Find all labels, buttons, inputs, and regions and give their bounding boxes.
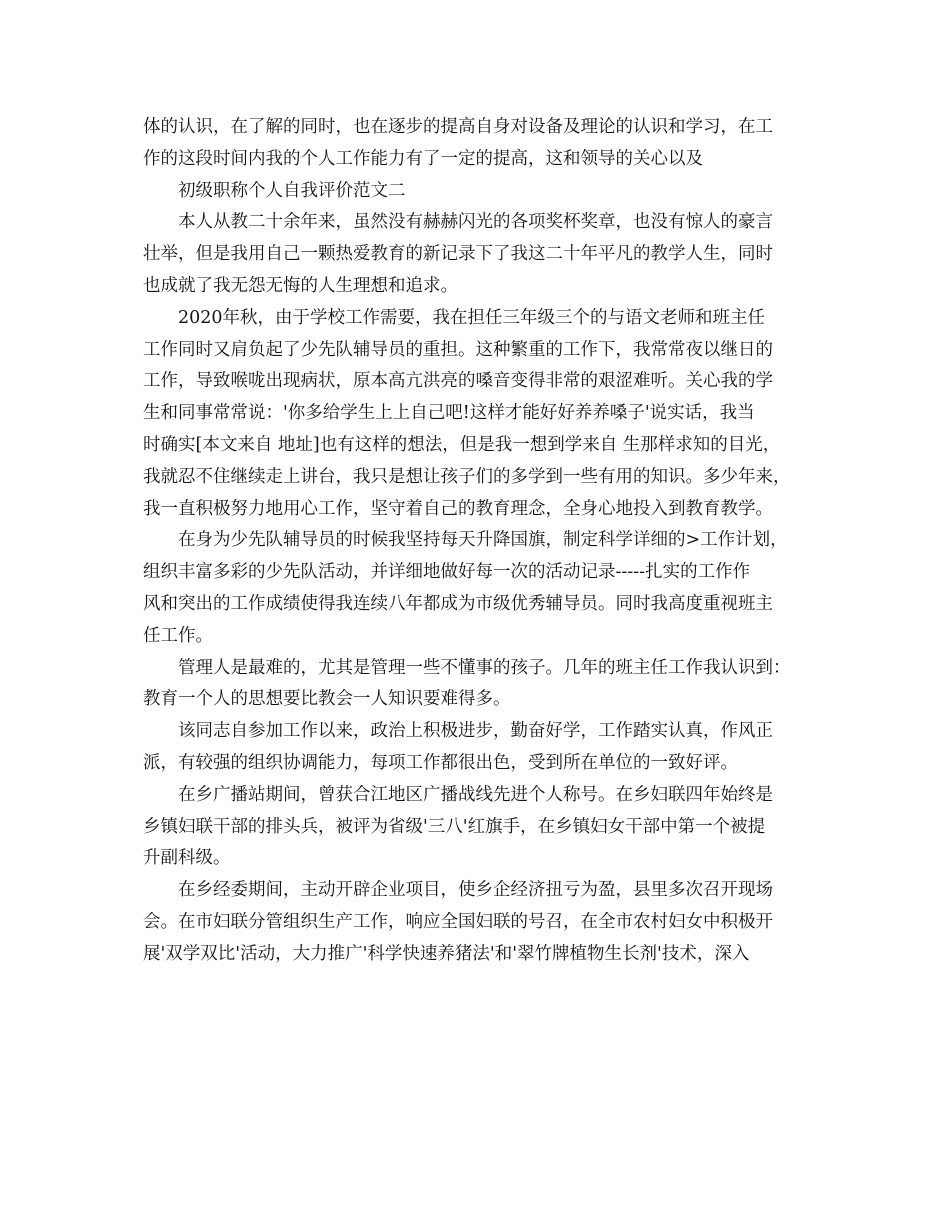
text-line: 在乡广播站期间，曾获合江地区广播战线先进个人称号。在乡妇联四年始终是 xyxy=(143,784,773,805)
text-line: 工作，导致喉咙出现病状，原本高亢洪亮的嗓音变得非常的艰涩难听。关心我的学 xyxy=(143,371,773,392)
text-line: 任工作。 xyxy=(143,625,213,646)
text-line: 会。在市妇联分管组织生产工作，响应全国妇联的号召，在全市农村妇女中积极开 xyxy=(143,911,773,932)
text-line: 初级职称个人自我评价范文二 xyxy=(143,180,406,201)
document-body xyxy=(143,112,808,971)
text-line: 在乡经委期间，主动开辟企业项目，使乡企经济扭亏为盈，县里多次召开现场 xyxy=(143,880,773,901)
text-line: 教育一个人的思想要比教会一人知识要难得多。 xyxy=(143,689,511,710)
text-line: 也成就了我无怨无悔的人生理想和追求。 xyxy=(143,275,458,296)
text-line: 我就忍不住继续走上讲台，我只是想让孩子们的多学到一些有用的知识。多少年来， xyxy=(143,466,791,487)
text-line: 2020年秋，由于学校工作需要，我在担任三年级三个的与语文老师和班主任 xyxy=(143,307,766,328)
text-line: 升副科级。 xyxy=(143,848,231,869)
text-line: 派，有较强的组织协调能力，每项工作都很出色，受到所在单位的一致好评。 xyxy=(143,752,738,773)
text-line: 体的认识，在了解的同时，也在逐步的提高自身对设备及理论的认识和学习，在工 xyxy=(143,117,773,137)
text-line: 乡镇妇联干部的排头兵，被评为省级'三八'红旗手，在乡镇妇女干部中第一个被提 xyxy=(143,816,766,837)
text-line: 工作同时又肩负起了少先队辅导员的重担。这种繁重的工作下，我常常夜以继日的 xyxy=(143,339,773,360)
text-line: 我一直积极努力地用心工作，坚守着自己的教育理念，全身心地投入到教育教学。 xyxy=(143,498,773,519)
text-line: 管理人是最难的，尤其是管理一些不懂事的孩子。几年的班主任工作我认识到： xyxy=(143,657,791,678)
text-line: 壮举，但是我用自己一颗热爱教育的新记录下了我这二十年平凡的教学人生，同时 xyxy=(143,244,773,265)
text-line: 本人从教二十余年来，虽然没有赫赫闪光的各项奖杯奖章，也没有惊人的豪言 xyxy=(143,212,773,233)
text-line: 作的这段时间内我的个人工作能力有了一定的提高，这和领导的关心以及 xyxy=(143,148,703,169)
text-line: 该同志自参加工作以来，政治上积极进步，勤奋好学，工作踏实认真，作风正 xyxy=(143,721,773,742)
text-line: 组织丰富多彩的少先队活动，并详细地做好每一次的活动记录-----扎实的工作作 xyxy=(143,562,751,583)
text-line: 在身为少先队辅导员的时候我坚持每天升降国旗，制定科学详细的>工作计划， xyxy=(143,530,788,551)
text-line: 展'双学双比'活动，大力推广'科学快速养猪法'和'翠竹牌植物生长剂'技术，深入 xyxy=(143,943,750,964)
text-line: 时确实[本文来自 地址]也有这样的想法，但是我一想到学来自 生那样求知的目光， xyxy=(143,434,781,455)
text-line: 生和同事常常说：'你多给学生上上自己吧!这样才能好好养养嗓子'说实话，我当 xyxy=(143,403,755,424)
text-line: 风和突出的工作成绩使得我连续八年都成为市级优秀辅导员。同时我高度重视班主 xyxy=(143,593,773,614)
